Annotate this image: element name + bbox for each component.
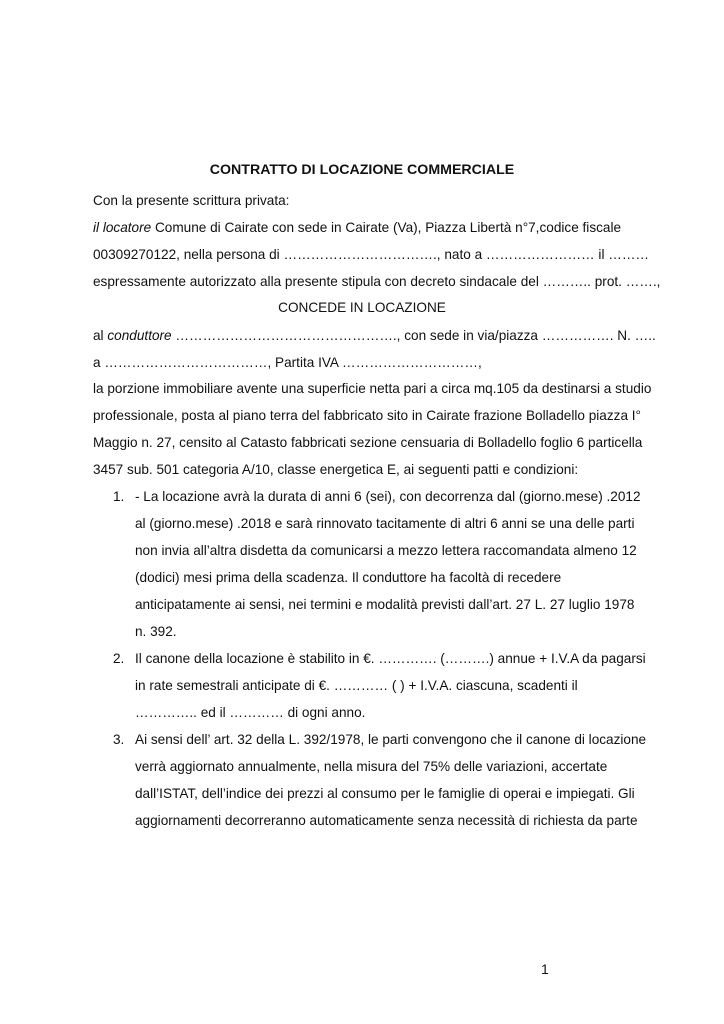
list-item-line: Il canone della locazione è stabilito in €. …………. (……….) annue + I.V.A da pagarsi — [135, 651, 646, 666]
list-item-number: 2. — [113, 651, 125, 666]
al-text: al — [93, 328, 104, 343]
locatore-label: il locatore — [93, 220, 152, 235]
list-item-line: al (giorno.mese) .2018 e sarà rinnovato tacitamente di altri 6 anni se una delle parti — [135, 516, 635, 531]
locatore-line-2: 00309270122, nella persona di ……………………………., nato a …………………… il ……… — [93, 247, 650, 262]
document-title: CONTRATTO DI LOCAZIONE COMMERCIALE — [209, 162, 515, 178]
list-item-line: in rate semestrali anticipate di €. ………… ( ) + I.V.A. ciascuna, scadenti il — [135, 678, 578, 693]
list-item-number: 3. — [113, 732, 125, 747]
conduttore-line-1 — [93, 327, 656, 345]
page-number: 1 — [541, 961, 549, 977]
locatore-line-1 — [93, 219, 622, 237]
list-item-line: dall’ISTAT, dell’indice dei prezzi al consumo per le famiglie di operai e impiegati. Gli — [135, 786, 635, 801]
list-item-line: non invia all’altra disdetta da comunicarsi a mezzo lettera raccomandata almeno 12 — [135, 543, 637, 558]
locatore-line-1-text: Comune di Cairate con sede in Cairate (Va), Piazza Libertà n°7,codice fiscale — [154, 220, 622, 235]
list-item-line: aggiornamenti decorreranno automaticamente senza necessità di richiesta da parte — [135, 813, 638, 828]
desc-line: la porzione immobiliare avente una superficie netta pari a circa mq.105 da destinarsi a studio — [93, 381, 652, 396]
list-item-number: 1. — [113, 489, 125, 504]
list-item-line: (dodici) mesi prima della scadenza. Il conduttore ha facoltà di recedere — [135, 570, 562, 585]
conduttore-label: conduttore — [107, 328, 172, 343]
list-item-line: n. 392. — [135, 624, 177, 639]
desc-line: Maggio n. 27, censito al Catasto fabbricati sezione censuaria di Bolladello foglio 6 particella — [93, 435, 643, 450]
conduttore-line-2: a ………………………………, Partita IVA …………………………, — [93, 355, 482, 370]
intro-text: Con la presente scrittura privata: — [93, 193, 290, 208]
desc-line: professionale, posta al piano terra del fabbricato sito in Cairate frazione Bolladello piazza I° — [93, 408, 641, 423]
conduttore-line-1-text: …………………………………………., con sede in via/piazza ……………. N. ….. — [175, 328, 656, 343]
list-item-line: verrà aggiornato annualmente, nella misura del 75% delle variazioni, accertate — [135, 759, 608, 774]
list-item-line: Ai sensi dell’ art. 32 della L. 392/1978, le parti convengono che il canone di locazione — [135, 732, 647, 747]
list-item-line: anticipatamente ai sensi, nei termini e modalità previsti dall’art. 27 L. 27 luglio 1978 — [135, 597, 635, 612]
desc-line: 3457 sub. 501 categoria A/10, classe energetica E, ai seguenti patti e condizioni: — [93, 462, 579, 477]
concede-heading: CONCEDE IN LOCAZIONE — [278, 300, 446, 315]
list-item-line: - La locazione avrà la durata di anni 6 (sei), con decorrenza dal (giorno.mese) .2012 — [135, 489, 641, 504]
list-item-line: ………….. ed il ………… di ogni anno. — [135, 705, 366, 720]
locatore-line-3: espressamente autorizzato alla presente stipula con decreto sindacale del ……….. prot. ……., — [93, 274, 661, 289]
